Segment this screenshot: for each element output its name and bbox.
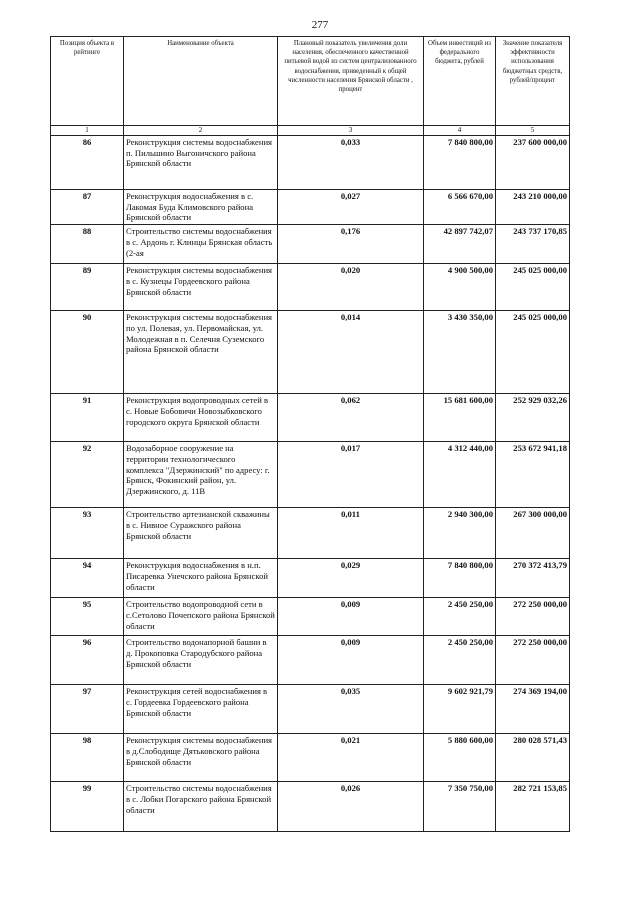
cell-efficiency: 272 250 000,00 (496, 636, 570, 685)
table-row (51, 190, 570, 225)
cell-investment: 7 350 750,00 (424, 782, 496, 832)
rating-table (50, 36, 570, 832)
cell-name: Водозаборное сооружение на территории технологического комплекса "Дзержинский" по адресу: г. Брянск, Фокинский район, ул. Дзержинского, д. 11В (124, 442, 278, 508)
cell-position: 91 (51, 394, 124, 442)
cell-name: Реконструкция сетей водоснабжения в с. Гордеевка Гордеевского района Брянской области (124, 685, 278, 734)
table-row (51, 264, 570, 311)
cell-position: 92 (51, 442, 124, 508)
cell-indicator: 0,035 (278, 685, 424, 734)
table-row (51, 636, 570, 685)
cell-indicator: 0,011 (278, 508, 424, 559)
cell-efficiency: 237 600 000,00 (496, 136, 570, 190)
header-efficiency: Значение показателя эффективности использования бюджетных средств, рублей/процент (496, 37, 570, 126)
header-row (51, 37, 570, 126)
cell-indicator: 0,017 (278, 442, 424, 508)
cell-efficiency: 252 929 032,26 (496, 394, 570, 442)
table-row (51, 559, 570, 598)
cell-name: Реконструкция водоснабжения в н.п. Писаревка Унечского района Брянской области (124, 559, 278, 598)
cell-investment: 5 880 600,00 (424, 734, 496, 782)
cell-name: Реконструкция системы водоснабжения в д.Слободище Дятьковского района Брянской области (124, 734, 278, 782)
cell-efficiency: 243 737 170,85 (496, 225, 570, 264)
cell-position: 98 (51, 734, 124, 782)
cell-efficiency: 267 300 000,00 (496, 508, 570, 559)
cell-indicator: 0,027 (278, 190, 424, 225)
cell-efficiency: 280 028 571,43 (496, 734, 570, 782)
cell-efficiency: 245 025 000,00 (496, 311, 570, 394)
cell-indicator: 0,021 (278, 734, 424, 782)
cell-investment: 3 430 350,00 (424, 311, 496, 394)
cell-efficiency: 282 721 153,85 (496, 782, 570, 832)
cell-indicator: 0,009 (278, 636, 424, 685)
cell-name: Строительство водопроводной сети в с.Сетолово Почепского района Брянской области (124, 598, 278, 636)
cell-indicator: 0,026 (278, 782, 424, 832)
cell-investment: 4 312 440,00 (424, 442, 496, 508)
table-row (51, 225, 570, 264)
cell-indicator: 0,176 (278, 225, 424, 264)
column-number: 5 (496, 126, 570, 136)
cell-investment: 7 840 800,00 (424, 559, 496, 598)
cell-name: Строительство системы водоснабжения в с. Лобки Погарского района Брянской области (124, 782, 278, 832)
cell-position: 90 (51, 311, 124, 394)
cell-name: Строительство системы водоснабжения в с. Ардонь г. Клинцы Брянская область (2-ая (124, 225, 278, 264)
cell-name: Реконструкция водоснабжения в с. Лакомая Буда Климовского района Брянской области (124, 190, 278, 225)
cell-indicator: 0,014 (278, 311, 424, 394)
cell-investment: 42 897 742,07 (424, 225, 496, 264)
cell-investment: 4 900 500,00 (424, 264, 496, 311)
cell-investment: 7 840 800,00 (424, 136, 496, 190)
cell-name: Реконструкция системы водоснабжения п. Пильшино Выгоничского района Брянской области (124, 136, 278, 190)
column-number: 2 (124, 126, 278, 136)
table-row (51, 734, 570, 782)
table-row (51, 394, 570, 442)
table-row (51, 598, 570, 636)
table-row (51, 508, 570, 559)
cell-indicator: 0,033 (278, 136, 424, 190)
cell-indicator: 0,062 (278, 394, 424, 442)
cell-name: Реконструкция системы водоснабжения в с. Кузнецы Гордеевского района Брянской области (124, 264, 278, 311)
header-investment: Объем инвестиций из федерального бюджета, рублей (424, 37, 496, 126)
page-number: 277 (311, 19, 329, 31)
cell-position: 88 (51, 225, 124, 264)
column-number: 4 (424, 126, 496, 136)
cell-efficiency: 253 672 941,18 (496, 442, 570, 508)
cell-efficiency: 243 210 000,00 (496, 190, 570, 225)
cell-position: 97 (51, 685, 124, 734)
cell-investment: 15 681 600,00 (424, 394, 496, 442)
cell-indicator: 0,020 (278, 264, 424, 311)
cell-indicator: 0,009 (278, 598, 424, 636)
column-number-row (51, 126, 570, 136)
cell-investment: 2 450 250,00 (424, 598, 496, 636)
cell-name: Строительство артезианской скважины в с. Нивное Суражского района Брянской области (124, 508, 278, 559)
column-number: 1 (51, 126, 124, 136)
cell-position: 87 (51, 190, 124, 225)
cell-position: 94 (51, 559, 124, 598)
table-row (51, 782, 570, 832)
table-row (51, 136, 570, 190)
cell-position: 96 (51, 636, 124, 685)
cell-investment: 9 602 921,79 (424, 685, 496, 734)
cell-investment: 2 940 300,00 (424, 508, 496, 559)
cell-investment: 6 566 670,00 (424, 190, 496, 225)
header-position: Позиция объекта в рейтинге (51, 37, 124, 126)
table-row (51, 311, 570, 394)
cell-efficiency: 272 250 000,00 (496, 598, 570, 636)
header-name: Наименование объекта (124, 37, 278, 126)
cell-efficiency: 245 025 000,00 (496, 264, 570, 311)
cell-position: 86 (51, 136, 124, 190)
column-number: 3 (278, 126, 424, 136)
cell-efficiency: 270 372 413,79 (496, 559, 570, 598)
cell-name: Строительство водонапорной башни в д. Прокоповка Стародубского района Брянской области (124, 636, 278, 685)
table-row (51, 685, 570, 734)
cell-position: 93 (51, 508, 124, 559)
cell-efficiency: 274 369 194,00 (496, 685, 570, 734)
cell-position: 89 (51, 264, 124, 311)
cell-investment: 2 450 250,00 (424, 636, 496, 685)
cell-indicator: 0,029 (278, 559, 424, 598)
cell-name: Реконструкция водопроводных сетей в с. Новые Бобовичи Новозыбковского городского округа Брянской области (124, 394, 278, 442)
cell-position: 95 (51, 598, 124, 636)
cell-name: Реконструкция системы водоснабжения по ул. Полевая, ул. Первомайская, ул. Молодежная в п. Селечня Суземского района Брянской области (124, 311, 278, 394)
cell-position: 99 (51, 782, 124, 832)
table-row (51, 442, 570, 508)
header-indicator: Плановый показатель увеличения доли населения, обеспеченного качественной питьевой водой из систем централизованного водоснабжения, приведенный к общей численности населения Брянской области , процент (278, 37, 424, 126)
